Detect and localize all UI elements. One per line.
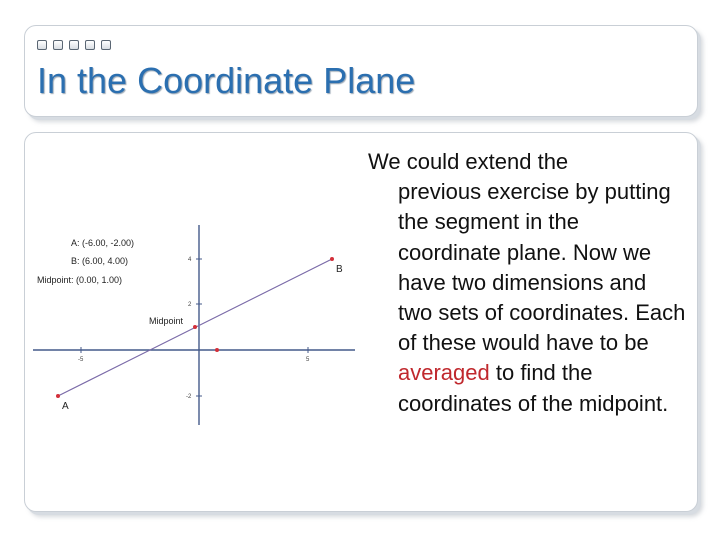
point-midpoint	[193, 325, 197, 329]
slide-title: In the Coordinate Plane	[37, 60, 416, 101]
point-extra	[215, 348, 219, 352]
body-text-before: previous exercise by putting the segment in the coordinate plane. Now we have two dimensions and two sets of coordinates. Each of these would have to be	[398, 179, 686, 356]
coordinate-graph	[33, 225, 355, 425]
title-panel	[24, 25, 698, 117]
tick-label-y-2: 2	[188, 302, 192, 308]
highlight-word: averaged	[398, 360, 490, 386]
readout-a: A: (-6.00, -2.00)	[71, 238, 135, 248]
dot-icon	[53, 40, 63, 50]
point-label-a: A	[62, 401, 69, 412]
readout-b: B: (6.00, 4.00)	[71, 256, 129, 266]
body-rest	[368, 177, 686, 419]
body-text	[368, 147, 686, 419]
dot-icon	[37, 40, 47, 50]
tick-label-y-4: 4	[188, 257, 192, 263]
dot-icon	[69, 40, 79, 50]
point-b	[330, 257, 334, 261]
tick-label-x-pos: 5	[306, 357, 310, 363]
point-label-midpoint: Midpoint	[149, 316, 184, 326]
dot-icon	[101, 40, 111, 50]
tick-label-x-neg: -5	[78, 357, 84, 363]
readout-midpoint: Midpoint: (0.00, 1.00)	[37, 275, 123, 285]
body-text-after: to find the coordinates of the midpoint.	[398, 360, 669, 416]
dot-icon	[85, 40, 95, 50]
point-label-b: B	[336, 264, 343, 275]
tick-label-y-neg2: -2	[186, 394, 192, 400]
point-a	[56, 394, 60, 398]
body-first-line: We could extend the	[368, 149, 569, 174]
window-dots	[37, 40, 111, 50]
